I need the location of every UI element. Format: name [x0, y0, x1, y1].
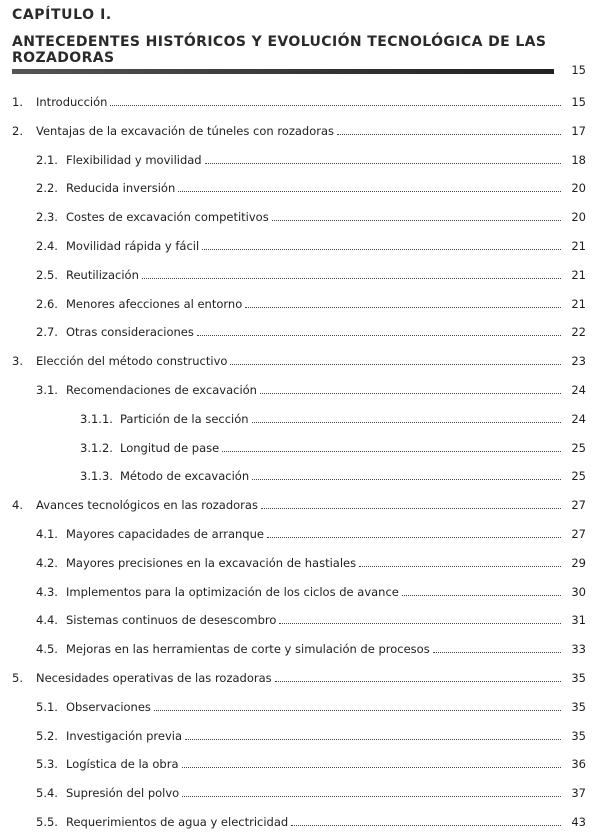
toc-entry-title: Otras consideraciones	[66, 325, 194, 340]
toc-entry-page: 15	[571, 95, 586, 109]
toc-entry[interactable]	[12, 496, 586, 512]
toc-entry-page: 21	[571, 267, 586, 282]
toc-entry[interactable]	[36, 323, 586, 339]
dot-leader	[275, 681, 561, 682]
dot-leader	[260, 393, 561, 394]
toc-entry[interactable]	[36, 151, 586, 167]
toc-entry-number: 1.	[12, 95, 23, 109]
toc-entry-number: 2.4.	[36, 239, 58, 253]
toc-entry-title: Menores afecciones al entorno	[66, 296, 243, 311]
toc-entry[interactable]	[36, 237, 586, 253]
toc-entry-number: 4.4.	[36, 613, 58, 628]
toc-entry-number: 4.2.	[36, 555, 58, 570]
toc-entry[interactable]	[36, 208, 586, 224]
toc-entry[interactable]	[36, 813, 586, 829]
dot-leader	[267, 537, 561, 538]
toc-entry-title: Partición de la sección	[120, 411, 249, 426]
toc-entry-title: Movilidad rápida y fácil	[66, 239, 200, 253]
toc-entry-title: Sistemas continuos de desescombro	[66, 613, 277, 628]
toc-entry[interactable]	[36, 755, 586, 771]
toc-entry-page: 22	[571, 325, 586, 340]
toc-entry-number: 2.5.	[36, 267, 58, 282]
toc-entry-page: 20	[571, 210, 586, 225]
title-rule	[12, 69, 554, 74]
dot-leader	[279, 623, 561, 624]
toc-entry-title: Avances tecnológicos en las rozadoras	[36, 498, 258, 513]
toc-entry-page: 17	[571, 123, 586, 138]
dot-leader	[182, 767, 562, 768]
toc-entry[interactable]	[36, 525, 586, 541]
toc-entry[interactable]	[36, 611, 586, 627]
toc-entry-page: 37	[571, 786, 586, 801]
toc-entry-page: 18	[571, 152, 586, 167]
toc-entry-number: 5.3.	[36, 757, 58, 772]
toc-entry-number: 3.	[12, 354, 23, 369]
dot-leader	[291, 825, 561, 826]
toc-entry-title: Mayores capacidades de arranque	[66, 527, 264, 541]
toc-entry-title: Supresión del polvo	[66, 786, 180, 801]
toc-entry-page: 20	[571, 181, 586, 196]
dot-leader	[110, 105, 561, 106]
dot-leader	[202, 249, 561, 250]
toc-entry-number: 2.2.	[36, 181, 58, 196]
toc-entry[interactable]	[36, 698, 586, 714]
toc-entry-title: Recomendaciones de excavación	[66, 383, 257, 397]
toc-entry-number: 2.6.	[36, 296, 58, 311]
toc-entry[interactable]	[12, 352, 586, 368]
toc-entry-title: Implementos para la optimización de los ciclos de avance	[66, 584, 399, 599]
toc-entry[interactable]	[36, 295, 586, 311]
toc-entry-page: 25	[571, 440, 586, 455]
toc-entry-number: 2.3.	[36, 210, 58, 225]
toc-entry-page: 35	[571, 728, 586, 743]
dot-leader	[272, 220, 561, 221]
dot-leader	[230, 364, 561, 365]
chapter-label: CAPÍTULO I.	[12, 7, 112, 23]
toc-entry-page: 24	[571, 411, 586, 426]
toc-entry-title: Ventajas de la excavación de túneles con rozadoras	[36, 123, 335, 138]
toc-entry[interactable]	[36, 640, 586, 656]
toc-entry-title: Mayores precisiones en la excavación de hastiales	[66, 555, 357, 570]
toc-entry-page: 36	[571, 757, 586, 772]
toc-entry-page: 23	[571, 354, 586, 369]
toc-entry-number: 5.	[12, 671, 23, 685]
toc-entry-title: Reducida inversión	[66, 181, 176, 196]
toc-entry[interactable]	[80, 467, 586, 483]
toc-entry-number: 4.3.	[36, 584, 58, 599]
toc-entry-number: 4.	[12, 498, 23, 513]
toc-entry-number: 5.2.	[36, 728, 58, 743]
toc-entry-page: 27	[571, 527, 586, 541]
dot-leader	[185, 739, 561, 740]
dot-leader	[222, 451, 561, 452]
toc-entry-number: 2.	[12, 123, 23, 138]
toc-entry-page: 43	[571, 815, 586, 829]
toc-entry-page: 35	[571, 699, 586, 714]
toc-entry-number: 3.1.2.	[80, 440, 113, 455]
dot-leader	[252, 479, 561, 480]
toc-entry[interactable]	[36, 583, 586, 599]
toc-entry-title: Longitud de pase	[120, 440, 220, 455]
dot-leader	[205, 163, 561, 164]
toc-entry[interactable]	[36, 784, 586, 800]
toc-entry-number: 5.4.	[36, 786, 58, 801]
toc-entry-page: 25	[571, 469, 586, 484]
toc-entry-page: 21	[571, 239, 586, 253]
toc-entry-number: 2.1.	[36, 152, 58, 167]
dot-leader	[182, 796, 561, 797]
toc-entry[interactable]	[36, 266, 586, 282]
toc-entry-number: 4.5.	[36, 642, 58, 657]
toc-entry[interactable]	[12, 93, 586, 109]
toc-entry[interactable]	[36, 179, 586, 195]
toc-entry-title: Introducción	[36, 95, 108, 109]
toc-entry-number: 3.1.3.	[80, 469, 113, 484]
toc-entry-title: Requerimientos de agua y electricidad	[66, 815, 289, 829]
dot-leader	[178, 191, 561, 192]
toc-entry-page: 29	[571, 555, 586, 570]
toc-entry-title: Flexibilidad y movilidad	[66, 152, 202, 167]
dot-leader	[142, 278, 561, 279]
dot-leader	[433, 652, 561, 653]
toc-entry-title: Mejoras en las herramientas de corte y simulación de procesos	[66, 642, 430, 657]
toc-entry-number: 4.1.	[36, 527, 58, 541]
toc-entry-number: 3.1.1.	[80, 411, 113, 426]
dot-leader	[154, 710, 561, 711]
toc-entry-page: 33	[571, 642, 586, 657]
dot-leader	[252, 422, 561, 423]
toc-entry-number: 5.1.	[36, 699, 58, 714]
chapter-page-number: 15	[571, 63, 586, 77]
dot-leader	[359, 566, 561, 567]
toc-entry-title: Necesidades operativas de las rozadoras	[36, 671, 272, 685]
dot-leader	[261, 508, 561, 509]
toc-entry-title: Método de excavación	[120, 469, 250, 484]
toc-entry-page: 30	[571, 584, 586, 599]
dot-leader	[245, 307, 561, 308]
toc-entry[interactable]	[80, 410, 586, 426]
toc-entry-title: Costes de excavación competitivos	[66, 210, 269, 225]
toc-entry-page: 21	[571, 296, 586, 311]
toc-entry-number: 5.5.	[36, 815, 58, 829]
toc-entry-number: 3.1.	[36, 383, 58, 397]
toc-entry[interactable]	[36, 381, 586, 397]
toc-entry-title: Observaciones	[66, 699, 151, 714]
toc-entry-title: Reutilización	[66, 267, 139, 282]
toc-entry-page: 35	[571, 671, 586, 685]
dot-leader	[402, 595, 561, 596]
toc-entry[interactable]	[12, 122, 586, 138]
toc-entry-title: Logística de la obra	[66, 757, 179, 772]
toc-entry[interactable]	[80, 439, 586, 455]
chapter-title: ANTECEDENTES HISTÓRICOS Y EVOLUCIÓN TECNOLÓGICA DE LAS ROZADORAS	[12, 34, 547, 66]
dot-leader	[197, 335, 561, 336]
toc-entry[interactable]	[12, 669, 586, 685]
toc-entry-page: 24	[571, 383, 586, 397]
toc-entry-title: Elección del método constructivo	[36, 354, 228, 369]
toc-entry[interactable]	[36, 554, 586, 570]
toc-entry-title: Investigación previa	[66, 728, 182, 743]
dot-leader	[337, 134, 561, 135]
toc-entry-number: 2.7.	[36, 325, 58, 340]
toc-entry-page: 27	[571, 498, 586, 513]
toc-entry[interactable]	[36, 727, 586, 743]
toc-entry-page: 31	[571, 613, 586, 628]
